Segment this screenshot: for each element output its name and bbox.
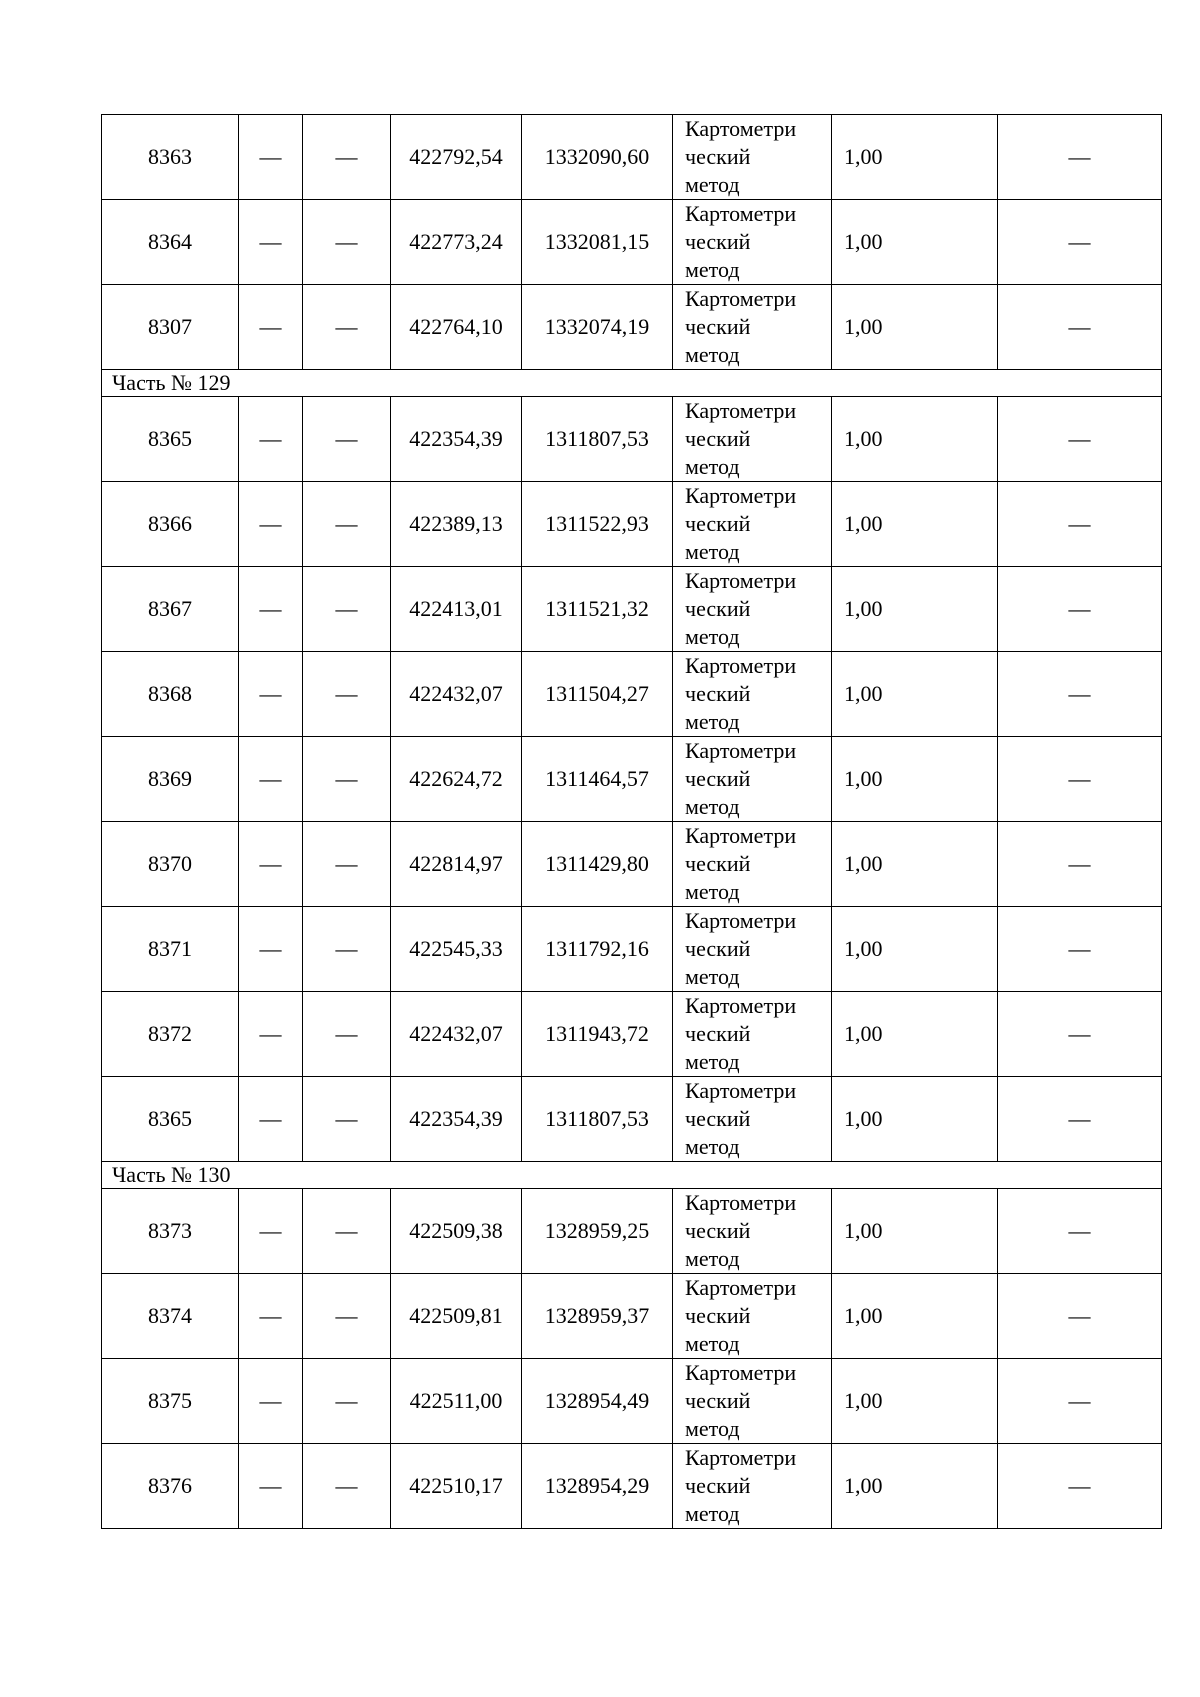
- point-id-cell: 8374: [102, 1274, 239, 1359]
- empty-dash-cell: —: [998, 1444, 1162, 1529]
- table-body: [102, 115, 1162, 1529]
- method-line: ческий: [685, 766, 751, 791]
- point-id-cell: 8367: [102, 567, 239, 652]
- point-id-cell: 8368: [102, 652, 239, 737]
- method-line: метод: [685, 539, 740, 564]
- empty-dash-cell: —: [998, 285, 1162, 370]
- y-coordinate-cell: 1328959,37: [522, 1274, 673, 1359]
- method-cell: [673, 992, 832, 1077]
- empty-dash-cell: —: [998, 1077, 1162, 1162]
- method-cell: [673, 115, 832, 200]
- method-line: Картометри: [685, 653, 797, 678]
- method-line: Картометри: [685, 738, 797, 763]
- method-line: ческий: [685, 1303, 751, 1328]
- method-line: Картометри: [685, 1078, 797, 1103]
- table-row: [102, 1274, 1162, 1359]
- point-id-cell: 8307: [102, 285, 239, 370]
- empty-dash-cell: —: [998, 482, 1162, 567]
- empty-dash-cell: —: [239, 737, 303, 822]
- empty-dash-cell: —: [303, 115, 391, 200]
- x-coordinate-cell: 422389,13: [391, 482, 522, 567]
- accuracy-cell: 1,00: [832, 115, 998, 200]
- empty-dash-cell: —: [239, 652, 303, 737]
- empty-dash-cell: —: [998, 822, 1162, 907]
- method-line: метод: [685, 1501, 740, 1526]
- y-coordinate-cell: 1328959,25: [522, 1189, 673, 1274]
- empty-dash-cell: —: [239, 285, 303, 370]
- y-coordinate-cell: 1311429,80: [522, 822, 673, 907]
- y-coordinate-cell: 1311504,27: [522, 652, 673, 737]
- empty-dash-cell: —: [239, 1444, 303, 1529]
- x-coordinate-cell: 422432,07: [391, 652, 522, 737]
- empty-dash-cell: —: [303, 482, 391, 567]
- table-row: [102, 1359, 1162, 1444]
- table-row: [102, 907, 1162, 992]
- section-label: Часть № 130: [102, 1162, 1162, 1189]
- empty-dash-cell: —: [239, 1189, 303, 1274]
- empty-dash-cell: —: [998, 115, 1162, 200]
- y-coordinate-cell: 1311522,93: [522, 482, 673, 567]
- method-cell: [673, 1444, 832, 1529]
- section-label: Часть № 129: [102, 370, 1162, 397]
- accuracy-cell: 1,00: [832, 992, 998, 1077]
- empty-dash-cell: —: [303, 907, 391, 992]
- method-cell: [673, 652, 832, 737]
- point-id-cell: 8375: [102, 1359, 239, 1444]
- point-id-cell: 8365: [102, 1077, 239, 1162]
- method-cell: [673, 1189, 832, 1274]
- y-coordinate-cell: 1311792,16: [522, 907, 673, 992]
- x-coordinate-cell: 422624,72: [391, 737, 522, 822]
- empty-dash-cell: —: [303, 1359, 391, 1444]
- empty-dash-cell: —: [239, 482, 303, 567]
- method-line: ческий: [685, 681, 751, 706]
- coordinates-table: [101, 114, 1162, 1529]
- table-row: [102, 737, 1162, 822]
- x-coordinate-cell: 422545,33: [391, 907, 522, 992]
- method-line: Картометри: [685, 1360, 797, 1385]
- method-line: ческий: [685, 426, 751, 451]
- point-id-cell: 8371: [102, 907, 239, 992]
- accuracy-cell: 1,00: [832, 482, 998, 567]
- y-coordinate-cell: 1332090,60: [522, 115, 673, 200]
- method-line: метод: [685, 879, 740, 904]
- table-row: [102, 285, 1162, 370]
- method-line: ческий: [685, 596, 751, 621]
- x-coordinate-cell: 422510,17: [391, 1444, 522, 1529]
- accuracy-cell: 1,00: [832, 1189, 998, 1274]
- method-line: Картометри: [685, 1190, 797, 1215]
- method-line: ческий: [685, 1106, 751, 1131]
- x-coordinate-cell: 422773,24: [391, 200, 522, 285]
- empty-dash-cell: —: [303, 285, 391, 370]
- method-line: Картометри: [685, 568, 797, 593]
- point-id-cell: 8363: [102, 115, 239, 200]
- method-cell: [673, 1359, 832, 1444]
- point-id-cell: 8370: [102, 822, 239, 907]
- method-line: метод: [685, 342, 740, 367]
- section-header-row: [102, 370, 1162, 397]
- accuracy-cell: 1,00: [832, 652, 998, 737]
- empty-dash-cell: —: [303, 200, 391, 285]
- method-line: ческий: [685, 1388, 751, 1413]
- method-line: ческий: [685, 314, 751, 339]
- x-coordinate-cell: 422413,01: [391, 567, 522, 652]
- method-cell: [673, 737, 832, 822]
- empty-dash-cell: —: [239, 115, 303, 200]
- accuracy-cell: 1,00: [832, 397, 998, 482]
- empty-dash-cell: —: [998, 1189, 1162, 1274]
- method-line: Картометри: [685, 201, 797, 226]
- method-line: ческий: [685, 1218, 751, 1243]
- table-row: [102, 482, 1162, 567]
- method-line: метод: [685, 709, 740, 734]
- point-id-cell: 8369: [102, 737, 239, 822]
- method-line: метод: [685, 1246, 740, 1271]
- empty-dash-cell: —: [998, 567, 1162, 652]
- method-line: Картометри: [685, 398, 797, 423]
- method-line: метод: [685, 964, 740, 989]
- empty-dash-cell: —: [998, 1359, 1162, 1444]
- empty-dash-cell: —: [303, 822, 391, 907]
- table-row: [102, 1189, 1162, 1274]
- table-row: [102, 567, 1162, 652]
- method-cell: [673, 482, 832, 567]
- method-cell: [673, 200, 832, 285]
- point-id-cell: 8373: [102, 1189, 239, 1274]
- method-line: Картометри: [685, 116, 797, 141]
- method-cell: [673, 822, 832, 907]
- method-cell: [673, 1274, 832, 1359]
- empty-dash-cell: —: [303, 1274, 391, 1359]
- empty-dash-cell: —: [303, 1077, 391, 1162]
- y-coordinate-cell: 1332074,19: [522, 285, 673, 370]
- method-cell: [673, 285, 832, 370]
- empty-dash-cell: —: [303, 652, 391, 737]
- point-id-cell: 8364: [102, 200, 239, 285]
- empty-dash-cell: —: [303, 1189, 391, 1274]
- x-coordinate-cell: 422354,39: [391, 1077, 522, 1162]
- method-line: ческий: [685, 511, 751, 536]
- table-row: [102, 115, 1162, 200]
- empty-dash-cell: —: [998, 1274, 1162, 1359]
- empty-dash-cell: —: [998, 737, 1162, 822]
- y-coordinate-cell: 1332081,15: [522, 200, 673, 285]
- empty-dash-cell: —: [239, 992, 303, 1077]
- point-id-cell: 8372: [102, 992, 239, 1077]
- x-coordinate-cell: 422354,39: [391, 397, 522, 482]
- accuracy-cell: 1,00: [832, 822, 998, 907]
- method-line: Картометри: [685, 908, 797, 933]
- empty-dash-cell: —: [239, 567, 303, 652]
- empty-dash-cell: —: [239, 1359, 303, 1444]
- accuracy-cell: 1,00: [832, 200, 998, 285]
- method-line: метод: [685, 1331, 740, 1356]
- empty-dash-cell: —: [998, 397, 1162, 482]
- empty-dash-cell: —: [303, 1444, 391, 1529]
- x-coordinate-cell: 422509,38: [391, 1189, 522, 1274]
- empty-dash-cell: —: [239, 397, 303, 482]
- empty-dash-cell: —: [239, 1274, 303, 1359]
- method-cell: [673, 397, 832, 482]
- accuracy-cell: 1,00: [832, 285, 998, 370]
- empty-dash-cell: —: [303, 397, 391, 482]
- section-header-row: [102, 1162, 1162, 1189]
- empty-dash-cell: —: [303, 737, 391, 822]
- x-coordinate-cell: 422764,10: [391, 285, 522, 370]
- method-line: метод: [685, 1049, 740, 1074]
- method-line: метод: [685, 454, 740, 479]
- accuracy-cell: 1,00: [832, 1077, 998, 1162]
- method-cell: [673, 907, 832, 992]
- method-line: Картометри: [685, 483, 797, 508]
- method-line: метод: [685, 257, 740, 282]
- table-row: [102, 652, 1162, 737]
- method-line: ческий: [685, 144, 751, 169]
- point-id-cell: 8365: [102, 397, 239, 482]
- empty-dash-cell: —: [998, 992, 1162, 1077]
- y-coordinate-cell: 1328954,29: [522, 1444, 673, 1529]
- table-row: [102, 1444, 1162, 1529]
- point-id-cell: 8366: [102, 482, 239, 567]
- y-coordinate-cell: 1328954,49: [522, 1359, 673, 1444]
- y-coordinate-cell: 1311943,72: [522, 992, 673, 1077]
- method-line: Картометри: [685, 1275, 797, 1300]
- method-line: Картометри: [685, 1445, 797, 1470]
- method-line: Картометри: [685, 993, 797, 1018]
- method-line: ческий: [685, 229, 751, 254]
- accuracy-cell: 1,00: [832, 907, 998, 992]
- accuracy-cell: 1,00: [832, 737, 998, 822]
- x-coordinate-cell: 422432,07: [391, 992, 522, 1077]
- y-coordinate-cell: 1311521,32: [522, 567, 673, 652]
- empty-dash-cell: —: [239, 200, 303, 285]
- empty-dash-cell: —: [998, 907, 1162, 992]
- method-line: ческий: [685, 936, 751, 961]
- y-coordinate-cell: 1311807,53: [522, 1077, 673, 1162]
- y-coordinate-cell: 1311807,53: [522, 397, 673, 482]
- x-coordinate-cell: 422509,81: [391, 1274, 522, 1359]
- accuracy-cell: 1,00: [832, 1274, 998, 1359]
- empty-dash-cell: —: [239, 907, 303, 992]
- table-row: [102, 397, 1162, 482]
- method-line: ческий: [685, 1473, 751, 1498]
- method-cell: [673, 1077, 832, 1162]
- point-id-cell: 8376: [102, 1444, 239, 1529]
- table-row: [102, 200, 1162, 285]
- x-coordinate-cell: 422792,54: [391, 115, 522, 200]
- x-coordinate-cell: 422511,00: [391, 1359, 522, 1444]
- method-line: метод: [685, 1134, 740, 1159]
- x-coordinate-cell: 422814,97: [391, 822, 522, 907]
- method-line: метод: [685, 1416, 740, 1441]
- empty-dash-cell: —: [239, 822, 303, 907]
- method-cell: [673, 567, 832, 652]
- method-line: метод: [685, 794, 740, 819]
- method-line: ческий: [685, 851, 751, 876]
- method-line: Картометри: [685, 286, 797, 311]
- method-line: Картометри: [685, 823, 797, 848]
- method-line: метод: [685, 624, 740, 649]
- empty-dash-cell: —: [239, 1077, 303, 1162]
- table-row: [102, 992, 1162, 1077]
- empty-dash-cell: —: [303, 567, 391, 652]
- accuracy-cell: 1,00: [832, 1444, 998, 1529]
- empty-dash-cell: —: [998, 652, 1162, 737]
- empty-dash-cell: —: [998, 200, 1162, 285]
- accuracy-cell: 1,00: [832, 1359, 998, 1444]
- table-row: [102, 1077, 1162, 1162]
- y-coordinate-cell: 1311464,57: [522, 737, 673, 822]
- method-line: ческий: [685, 1021, 751, 1046]
- accuracy-cell: 1,00: [832, 567, 998, 652]
- table-row: [102, 822, 1162, 907]
- empty-dash-cell: —: [303, 992, 391, 1077]
- method-line: метод: [685, 172, 740, 197]
